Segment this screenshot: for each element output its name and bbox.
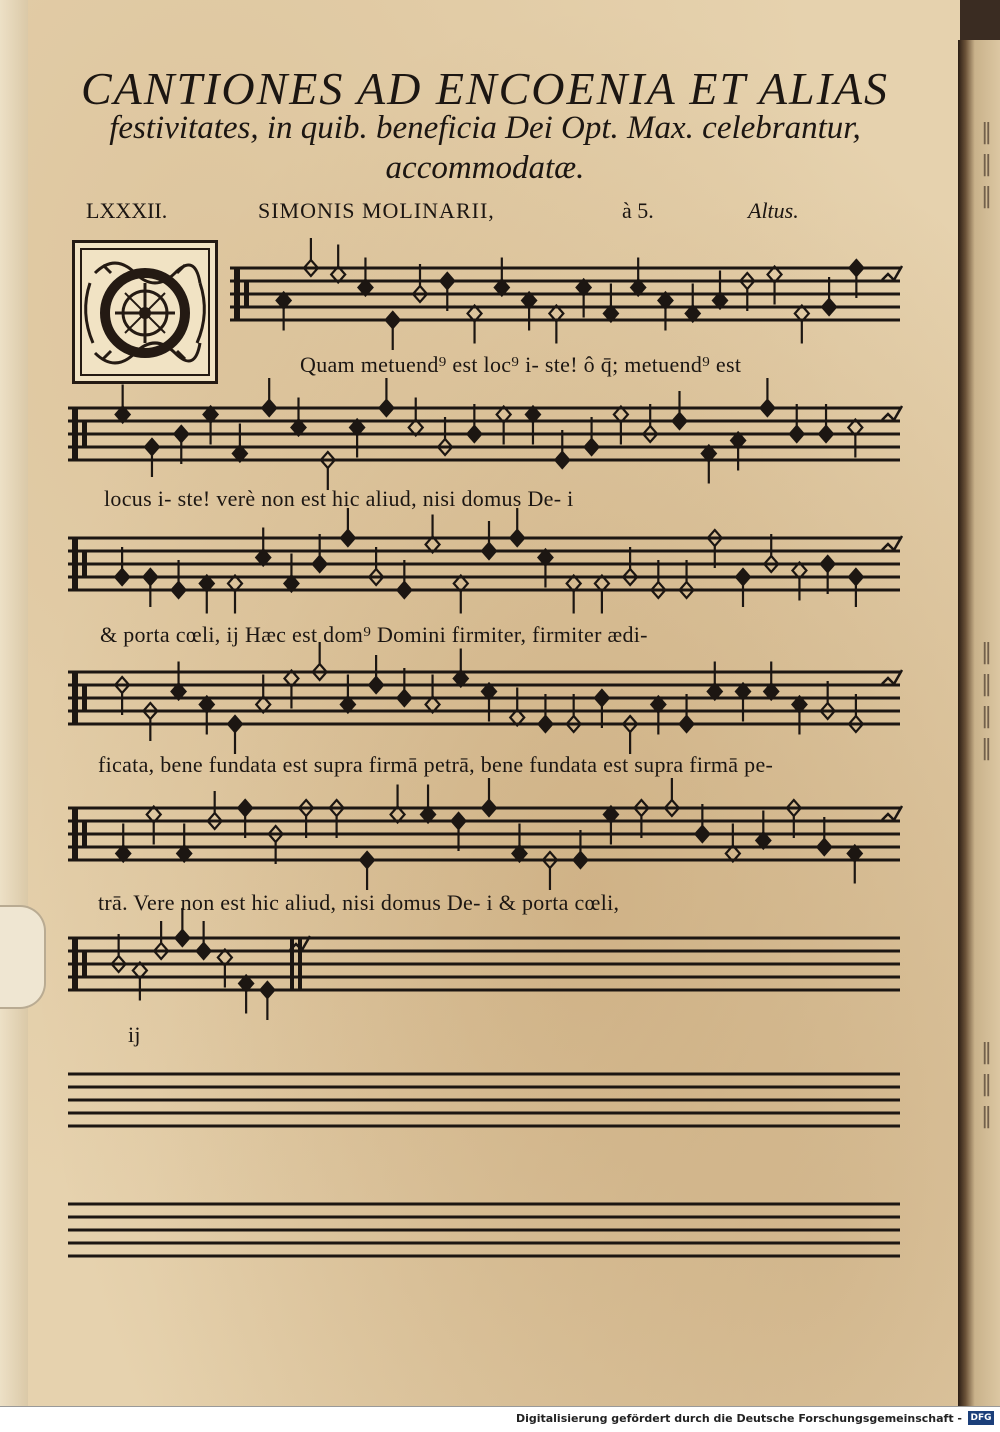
page-edge	[0, 0, 31, 1406]
music-staff-3	[68, 530, 900, 610]
decorated-initial	[72, 240, 218, 384]
music-staff-2	[68, 400, 900, 480]
music-staff-empty-1	[68, 1066, 900, 1146]
lyric-line-2: locus i- ste! verè non est hic aliud, nisi domus De- i	[104, 486, 574, 511]
lyric-line-1: Quam metuend⁹ est loc⁹ i- ste! ô q̄; metuend⁹ est	[300, 352, 742, 377]
lyric-line-4: ficata, bene fundata est supra firmā petrā, bene fundata est supra firmā pe-	[98, 752, 774, 777]
page-subtitle-end: accommodatæ.	[385, 150, 585, 186]
music-staff-6-empty	[308, 930, 900, 1010]
music-staff-5	[68, 800, 900, 880]
lyric-line-5: trā. Vere non est hic aliud, nisi domus De- i & porta cœli,	[98, 890, 620, 915]
pencil-marks: ‖ ‖ ‖ ‖	[974, 640, 999, 761]
ornament-icon	[75, 243, 215, 381]
lyric-line-3: & porta cœli, ij Hæc est dom⁹ Domini firmiter, firmiter ædi-	[100, 622, 648, 647]
page-subtitle: festivitates, in quib. beneficia Dei Opt. Max. celebrantur,	[109, 110, 861, 146]
dfg-logo: DFG	[968, 1411, 994, 1425]
page-title: CANTIONES AD ENCOENIA ET ALIAS	[80, 63, 890, 114]
pencil-marks: ‖ ‖ ‖	[974, 120, 999, 209]
voice-count: à 5.	[622, 198, 654, 223]
music-staff-empty-2	[68, 1196, 900, 1276]
footer-bar	[0, 1406, 1000, 1432]
bookmark-tab	[0, 905, 46, 1009]
piece-number: LXXXII.	[86, 198, 168, 223]
pencil-marks: ‖ ‖ ‖	[974, 1040, 999, 1129]
lyric-line-6: ij	[128, 1022, 141, 1047]
footer-credit: Digitalisierung gefördert durch die Deutsche Forschungsgemeinschaft -	[515, 1412, 962, 1425]
music-staff-1	[230, 260, 900, 340]
composer-name: SIMONIS MOLINARII,	[258, 198, 495, 223]
voice-part: Altus.	[748, 198, 799, 223]
music-staff-4	[68, 664, 900, 744]
book-gutter	[958, 40, 1000, 1406]
music-staff-6	[68, 930, 308, 1010]
